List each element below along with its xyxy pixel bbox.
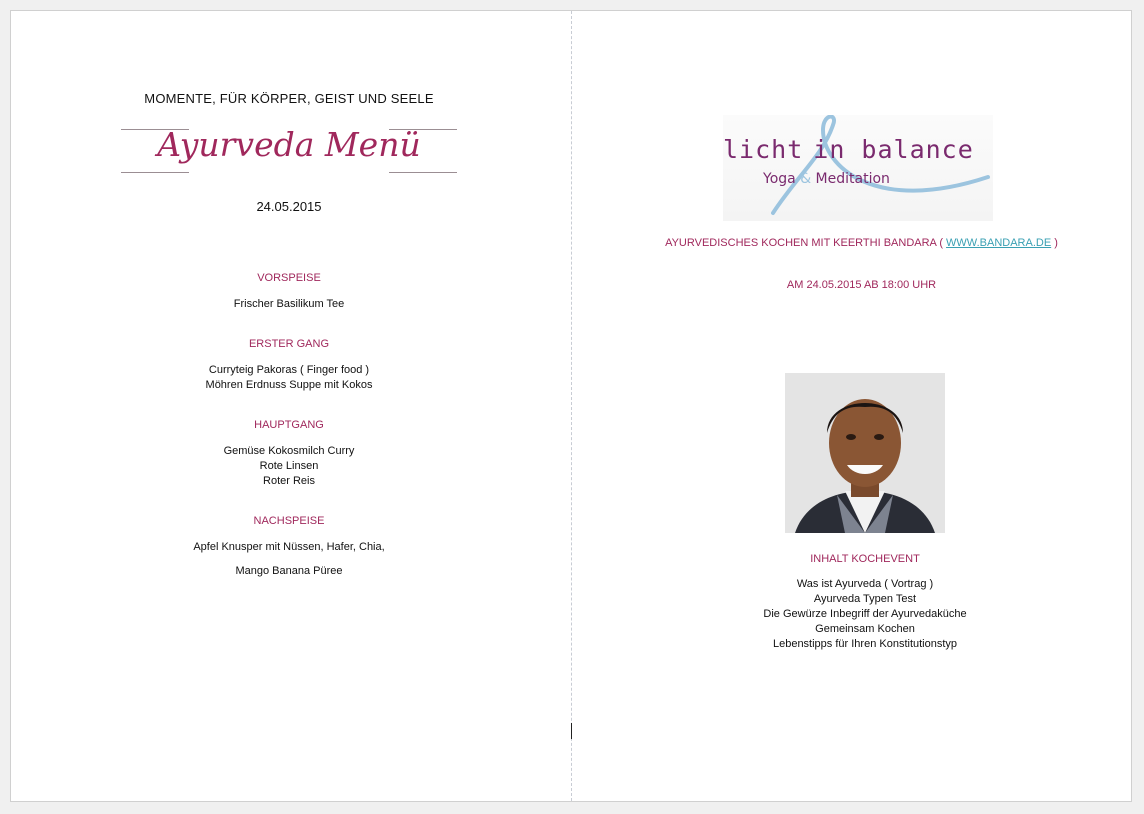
logo-wordmark: licht in balance xyxy=(723,135,974,164)
menu-item: Mango Banana Püree xyxy=(235,565,343,577)
section-heading-vorspeise: VORSPEISE xyxy=(257,272,321,284)
menu-date: 24.05.2015 xyxy=(256,199,322,214)
website-link[interactable]: WWW.BANDARA.DE xyxy=(946,237,1052,249)
content-item: Die Gewürze Inbegriff der Ayurvedaküche xyxy=(763,608,967,620)
menu-item: Rote Linsen xyxy=(259,460,319,472)
ribbon-icon xyxy=(723,115,993,221)
menu-subtitle: MOMENTE, FÜR KÖRPER, GEIST UND SEELE xyxy=(144,91,434,106)
section-heading-erster-gang: ERSTER GANG xyxy=(248,338,330,350)
text-cursor xyxy=(571,723,572,739)
portrait-image xyxy=(785,373,945,533)
section-heading-hauptgang: HAUPTGANG xyxy=(254,419,324,431)
menu-item: Möhren Erdnuss Suppe mit Kokos xyxy=(205,379,373,391)
logo-tagline: Yoga & Meditation xyxy=(763,171,890,187)
menu-title: Ayurveda Menü xyxy=(157,125,421,164)
menu-item: Apfel Knusper mit Nüssen, Hafer, Chia, xyxy=(193,541,385,553)
menu-item: Frischer Basilikum Tee xyxy=(233,298,345,310)
section-heading-nachspeise: NACHSPEISE xyxy=(253,515,325,527)
content-item: Lebenstipps für Ihren Konstitutionstyp xyxy=(772,638,958,650)
event-host-line: AYURVEDISCHES KOCHEN MIT KEERTHI BANDARA ( WWW.BANDARA.DE ) xyxy=(665,237,1058,249)
menu-item: Gemüse Kokosmilch Curry xyxy=(223,445,355,457)
document-page xyxy=(10,10,1132,802)
menu-item: Roter Reis xyxy=(263,475,315,487)
licht-in-balance-logo xyxy=(723,115,993,221)
page-fold-divider xyxy=(571,11,572,801)
chef-portrait-photo xyxy=(785,373,945,533)
content-item: Ayurveda Typen Test xyxy=(813,593,917,605)
content-item: Was ist Ayurveda ( Vortrag ) xyxy=(796,578,934,590)
event-date: AM 24.05.2015 AB 18:00 UHR xyxy=(786,279,937,291)
menu-item: Curryteig Pakoras ( Finger food ) xyxy=(208,364,370,376)
content-item: Gemeinsam Kochen xyxy=(815,623,915,635)
content-heading: INHALT KOCHEVENT xyxy=(810,553,920,565)
